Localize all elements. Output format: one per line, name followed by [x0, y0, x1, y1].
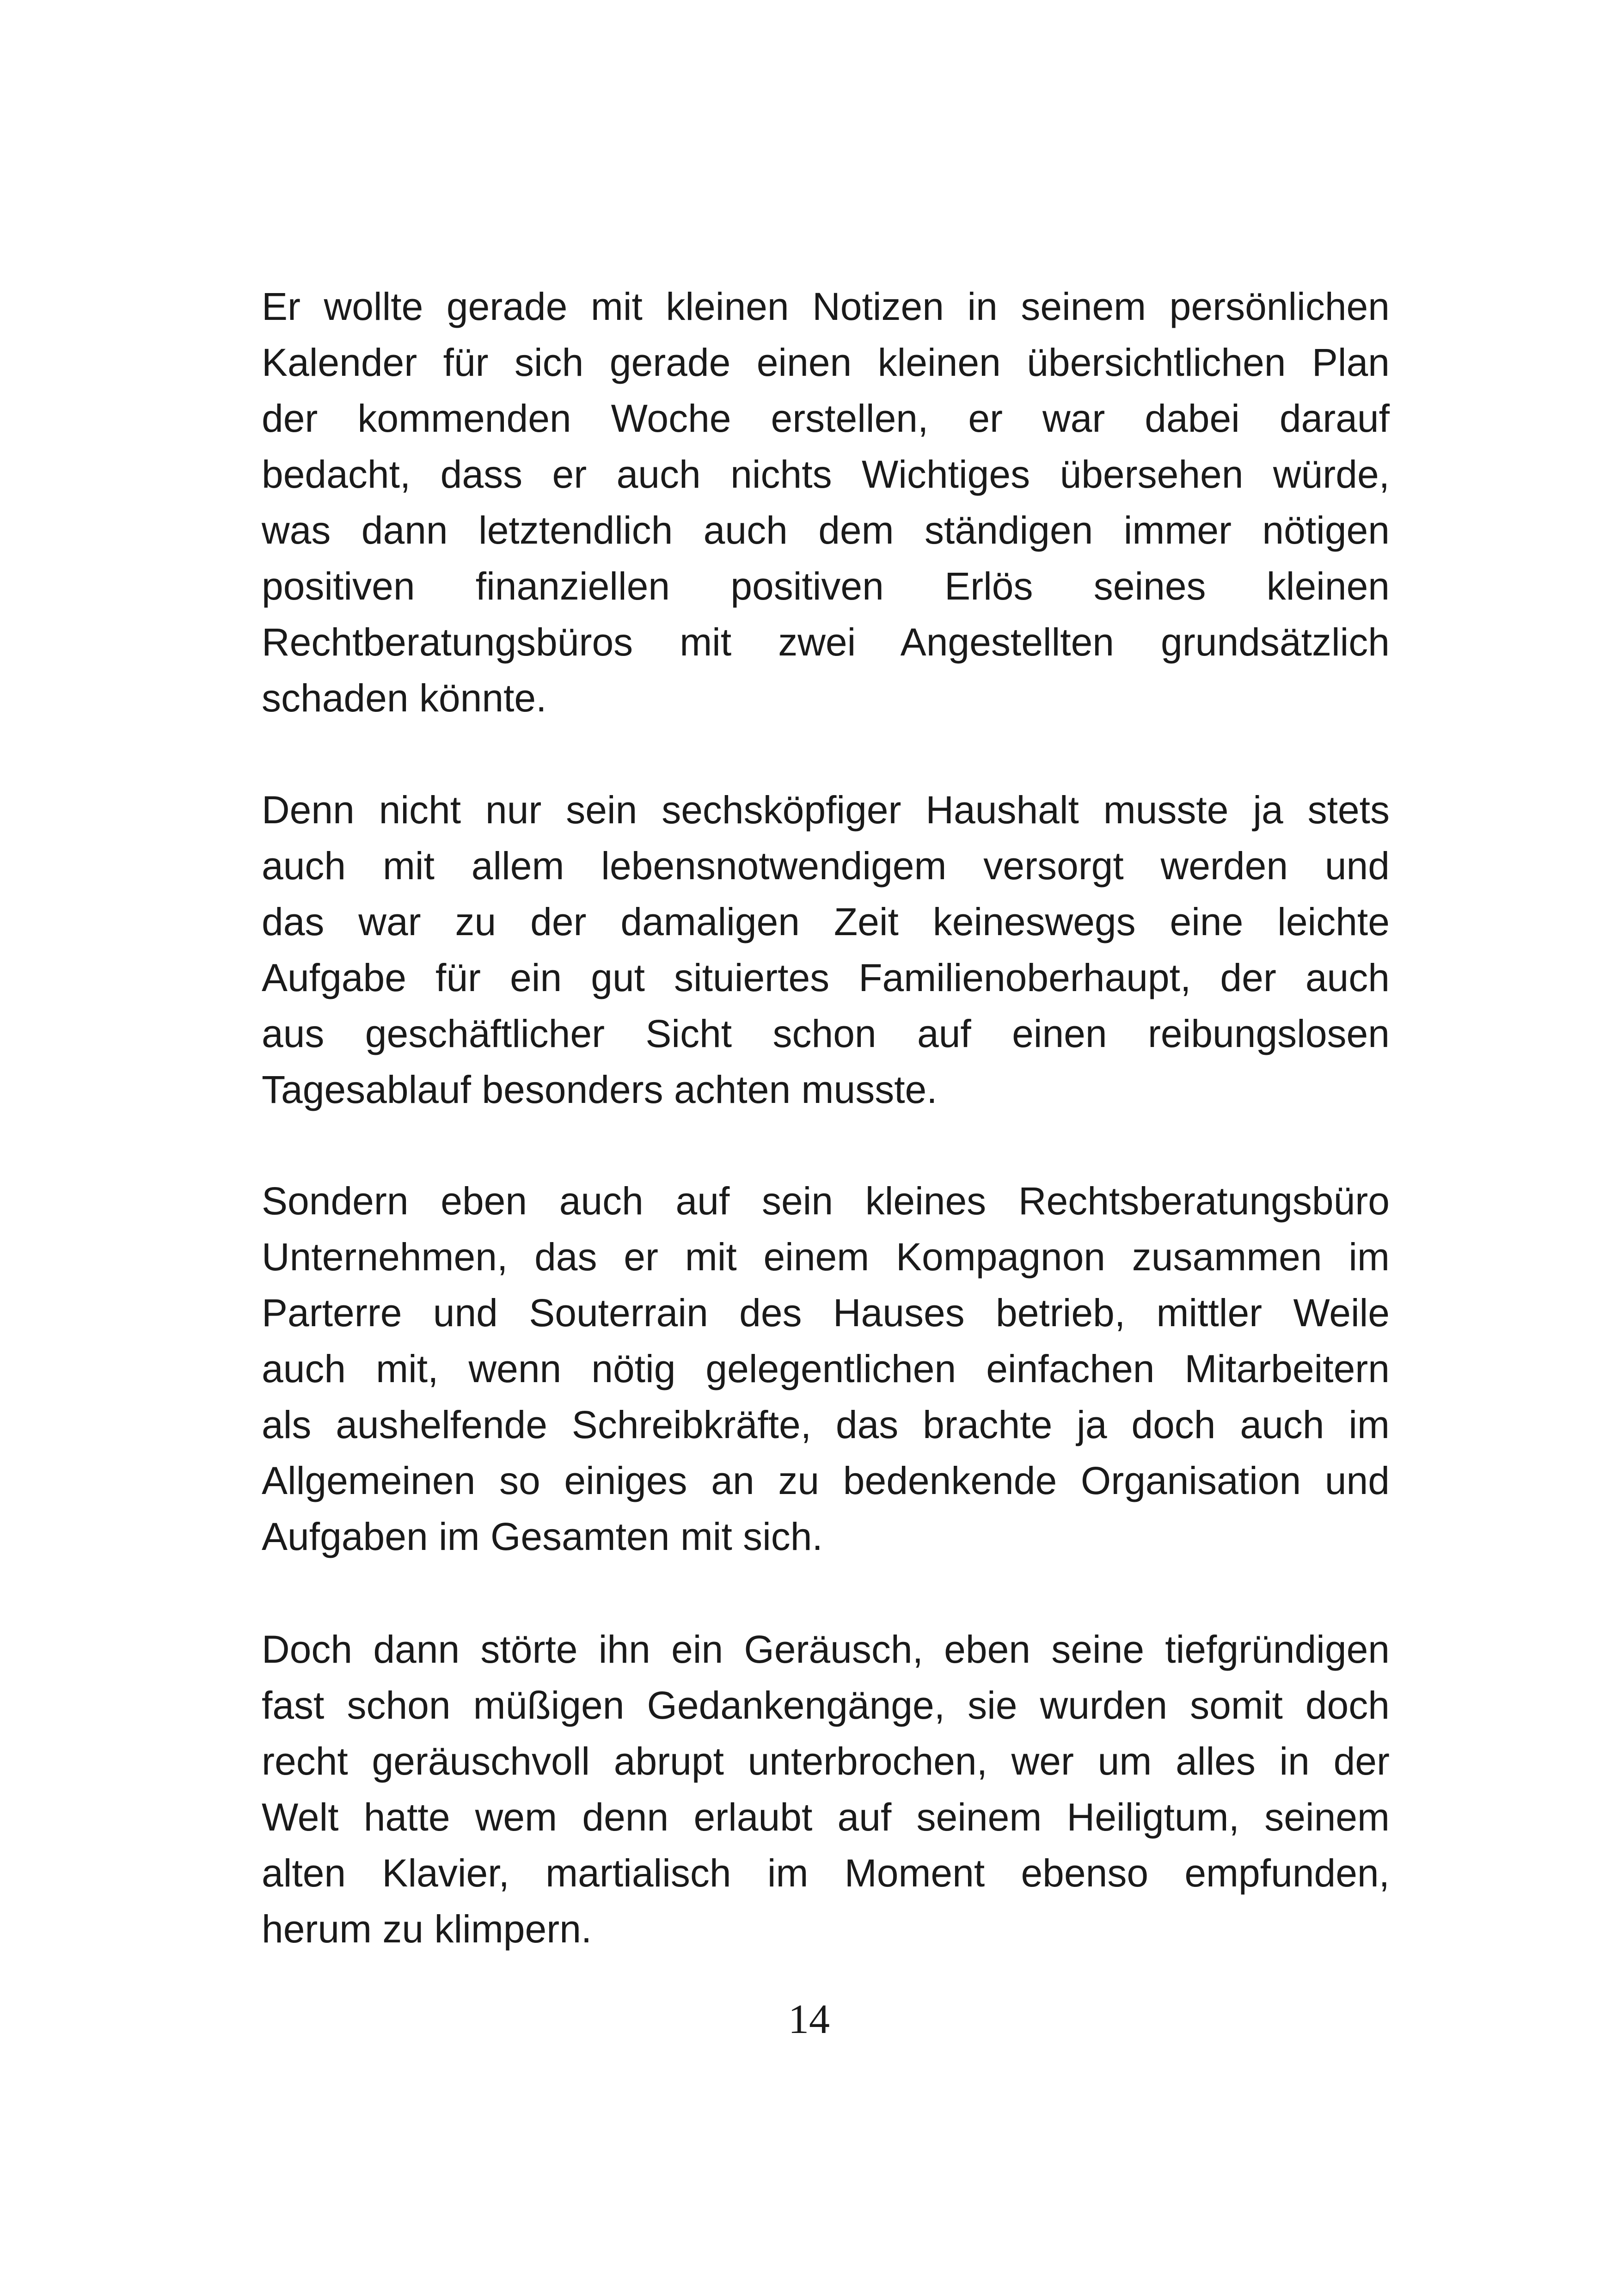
text-line: das war zu der damaligen Zeit keineswegs eine leichte	[262, 900, 1390, 943]
text-line: Kalender für sich gerade einen kleinen übersichtlichen Plan	[262, 341, 1390, 384]
text-line: auch mit, wenn nötig gelegentlichen einfachen Mitarbeitern	[262, 1347, 1390, 1390]
text-line: Allgemeinen so einiges an zu bedenkende Organisation und	[262, 1459, 1390, 1502]
text-line: der kommenden Woche erstellen, er war dabei darauf	[262, 397, 1390, 440]
text-line: fast schon müßigen Gedankengänge, sie wurden somit doch	[262, 1684, 1390, 1727]
text-line: Aufgaben im Gesamten mit sich.	[262, 1515, 823, 1558]
text-line: bedacht, dass er auch nichts Wichtiges übersehen würde,	[262, 453, 1390, 496]
paragraph	[262, 1622, 1390, 1957]
text-line: Welt hatte wem denn erlaubt auf seinem Heiligtum, seinem	[262, 1795, 1390, 1839]
page-number: 14	[788, 1996, 830, 2042]
text-line: Denn nicht nur sein sechsköpfiger Haushalt musste ja stets	[262, 788, 1390, 832]
text-line: was dann letztendlich auch dem ständigen immer nötigen	[262, 508, 1390, 552]
paragraph	[262, 782, 1390, 1118]
text-line: als aushelfende Schreibkräfte, das brachte ja doch auch im	[262, 1403, 1390, 1446]
text-line: Er wollte gerade mit kleinen Notizen in seinem persönlichen	[262, 285, 1390, 328]
text-line: herum zu klimpern.	[262, 1907, 592, 1951]
text-line: positiven finanziellen positiven Erlös seines kleinen	[262, 564, 1390, 608]
text-line: Tagesablauf besonders achten musste.	[262, 1068, 938, 1111]
text-line: Aufgabe für ein gut situiertes Familienoberhaupt, der auch	[262, 956, 1390, 999]
text-line: Rechtberatungsbüros mit zwei Angestellten grundsätzlich	[262, 620, 1390, 664]
text-line: alten Klavier, martialisch im Moment ebenso empfunden,	[262, 1851, 1390, 1895]
text-line: schaden könnte.	[262, 676, 547, 720]
text-line: Sondern eben auch auf sein kleines Rechtsberatungsbüro	[262, 1179, 1390, 1223]
text-line: auch mit allem lebensnotwendigem versorgt werden und	[262, 844, 1390, 888]
text-line: Doch dann störte ihn ein Geräusch, eben seine tiefgründigen	[262, 1628, 1390, 1671]
text-line: recht geräuschvoll abrupt unterbrochen, wer um alles in der	[262, 1739, 1390, 1783]
text-line: Unternehmen, das er mit einem Kompagnon zusammen im	[262, 1235, 1390, 1279]
paragraph	[262, 279, 1390, 726]
text-line: Parterre und Souterrain des Hauses betrieb, mittler Weile	[262, 1291, 1390, 1335]
paragraph	[262, 1173, 1390, 1565]
text-line: aus geschäftlicher Sicht schon auf einen reibungslosen	[262, 1012, 1390, 1055]
